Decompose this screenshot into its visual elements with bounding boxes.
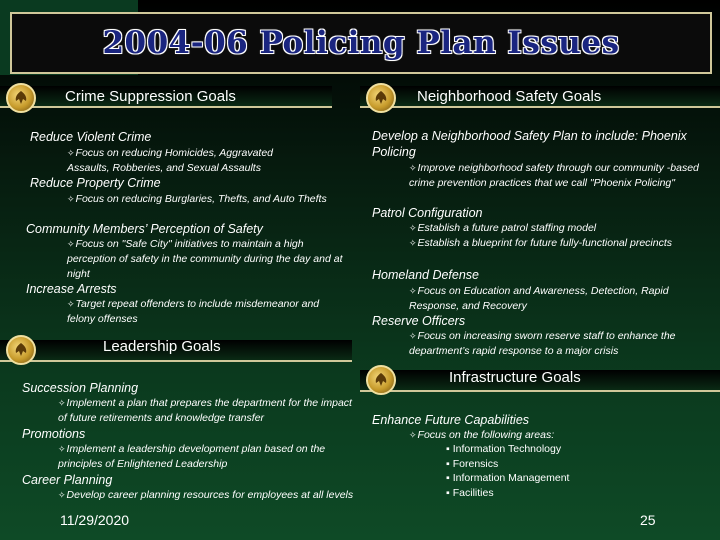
crime-sub-perception: Community Members’ Perception of Safety [26, 222, 263, 236]
neighborhood-sub-patrol: Patrol Configuration [372, 206, 483, 220]
neighborhood-bullet-homeland: ✧ Focus on Education and Awareness, Detection, Rapid Response, and Recovery [409, 284, 709, 314]
phoenix-logo-icon [6, 83, 36, 113]
crime-bullet-violent: ✧ Focus on reducing Homicides, Aggravated Assaults, Robberies, and Sexual Assaults [67, 146, 317, 176]
leadership-bullet-promotions: ✧ Implement a leadership development plan based on the principles of Enlightened Leadership [58, 442, 363, 472]
phoenix-logo-icon [366, 83, 396, 113]
neighborhood-bullet-patrol-1: ✧ Establish a future patrol staffing model [409, 221, 709, 236]
crime-sub-violent: Reduce Violent Crime [30, 130, 152, 144]
leadership-sub-succession: Succession Planning [22, 381, 139, 395]
footer-date: 11/29/2020 [60, 512, 130, 528]
crime-sub-arrests: Increase Arrests [26, 282, 117, 296]
leadership-sub-career: Career Planning [22, 473, 113, 487]
neighborhood-sub-reserve: Reserve Officers [372, 314, 466, 328]
leadership-heading: Leadership Goals [103, 338, 221, 355]
title-bar [10, 12, 712, 74]
page-number: 25 [640, 512, 656, 528]
neighborhood-heading: Neighborhood Safety Goals [417, 88, 602, 105]
crime-bullet-arrests: ✧ Target repeat offenders to include misdemeanor and felony offenses [67, 297, 347, 327]
crime-bullet-perception: ✧ Focus on "Safe City" initiatives to maintain a high perception of safety in the community during the day and at night [67, 237, 347, 282]
neighborhood-sub-homeland: Homeland Defense [372, 268, 480, 282]
phoenix-logo-icon [366, 365, 396, 395]
neighborhood-bullet-patrol-2: ✧ Establish a blueprint for future fully-functional precincts [409, 236, 709, 251]
infrastructure-area-4: ▪ Facilities [446, 486, 494, 501]
infrastructure-area-1: ▪ Information Technology [446, 442, 561, 457]
leadership-sub-promotions: Promotions [22, 427, 86, 441]
neighborhood-sub-plan: Develop a Neighborhood Safety Plan to include: Phoenix Policing [372, 129, 687, 159]
infrastructure-area-2: ▪ Forensics [446, 457, 498, 472]
leadership-bullet-succession: ✧ Implement a plan that prepares the department for the impact of future retirements and knowledge transfer [58, 396, 358, 426]
neighborhood-bullet-reserve: ✧ Focus on increasing sworn reserve staff to enhance the department’s rapid response to a major crisis [409, 329, 709, 359]
neighborhood-bullet-plan: ✧ Improve neighborhood safety through our community -based crime prevention practices that we call "Phoenix Policing" [409, 161, 709, 191]
infrastructure-bullet-capabilities: ✧ Focus on the following areas: [409, 428, 709, 443]
crime-sub-property: Reduce Property Crime [30, 176, 161, 190]
page-title: 2004-06 Policing Plan Issues [102, 25, 620, 61]
infrastructure-sub-capabilities: Enhance Future Capabilities [372, 413, 530, 427]
leadership-bullet-career: ✧ Develop career planning resources for employees at all levels [58, 488, 363, 503]
crime-heading: Crime Suppression Goals [65, 88, 236, 105]
crime-bullet-property: ✧ Focus on reducing Burglaries, Thefts, and Auto Thefts [67, 192, 337, 207]
infrastructure-area-3: ▪ Information Management [446, 471, 569, 486]
infrastructure-heading: Infrastructure Goals [449, 369, 581, 386]
phoenix-logo-icon [6, 335, 36, 365]
